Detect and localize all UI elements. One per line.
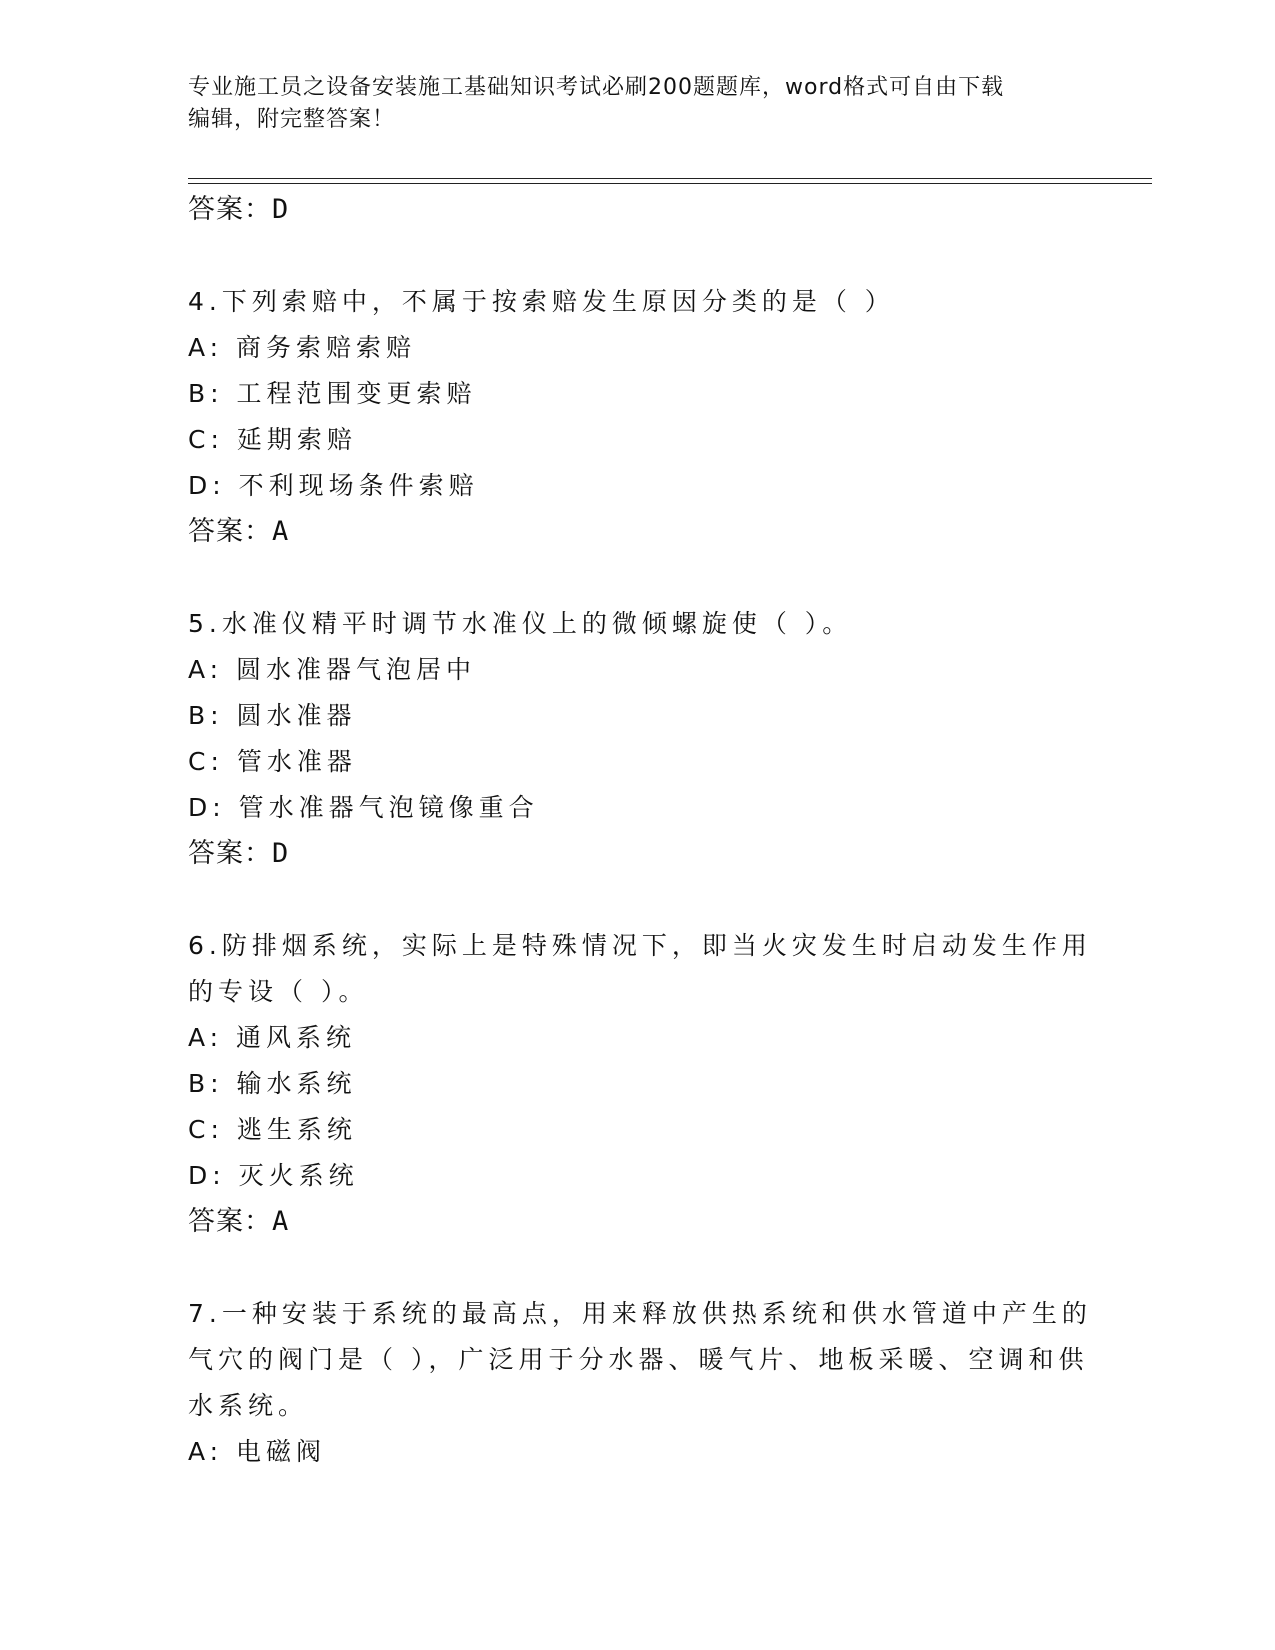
header-line-1: 专业施工员之设备安装施工基础知识考试必刷200题题库，word格式可自由下载 (188, 75, 1005, 100)
option-a: A: 电磁阀 (188, 1437, 327, 1466)
answer-line (188, 187, 1088, 233)
option-b: B: 工程范围变更索赔 (188, 379, 477, 408)
question-text-cont: 的专设（ ）。 (188, 977, 369, 1006)
option-d: D: 灭火系统 (188, 1161, 359, 1190)
question-block-7 (188, 1291, 1092, 1475)
option-a: A: 通风系统 (188, 1023, 357, 1052)
option-d: D: 不利现场条件索赔 (188, 471, 479, 500)
answer-value: D (272, 838, 290, 869)
answer-value: D (272, 194, 290, 225)
answer-label: 答案： (188, 1206, 272, 1237)
question-text: 6.防排烟系统，实际上是特殊情况下，即当火灾发生时启动发生作用 (188, 931, 1092, 960)
option-c: C: 管水准器 (188, 747, 357, 776)
answer-label: 答案： (188, 516, 272, 547)
answer-line (188, 509, 1088, 555)
question-block-6 (188, 923, 1092, 1245)
document-header (188, 72, 1088, 136)
option-a: A: 商务索赔索赔 (188, 333, 417, 362)
question-text-cont: 水系统。 (188, 1391, 309, 1420)
option-b: B: 输水系统 (188, 1069, 357, 1098)
option-d: D: 管水准器气泡镜像重合 (188, 793, 539, 822)
header-divider-top (188, 178, 1152, 179)
question-text: 4.下列索赔中，不属于按索赔发生原因分类的是（ ） (188, 287, 895, 316)
answer-label: 答案： (188, 838, 272, 869)
header-divider-bottom (188, 183, 1152, 184)
option-c: C: 延期索赔 (188, 425, 357, 454)
option-a: A: 圆水准器气泡居中 (188, 655, 477, 684)
option-b: B: 圆水准器 (188, 701, 357, 730)
question-text: 5.水准仪精平时调节水准仪上的微倾螺旋使（ ）。 (188, 609, 853, 638)
answer-value: A (272, 1206, 290, 1237)
answer-value: A (272, 516, 290, 547)
option-c: C: 逃生系统 (188, 1115, 357, 1144)
question-text: 7.一种安装于系统的最高点，用来释放供热系统和供水管道中产生的 (188, 1299, 1092, 1328)
answer-label: 答案： (188, 194, 272, 225)
header-line-2: 编辑，附完整答案！ (188, 107, 396, 132)
document-body (188, 187, 1092, 1475)
question-text-cont: 气穴的阀门是（ ），广泛用于分水器、暖气片、地板采暖、空调和供 (188, 1345, 1089, 1374)
answer-line (188, 831, 1088, 877)
question-block-5 (188, 601, 1088, 877)
answer-line (188, 1199, 1088, 1245)
question-block-4 (188, 279, 1088, 555)
